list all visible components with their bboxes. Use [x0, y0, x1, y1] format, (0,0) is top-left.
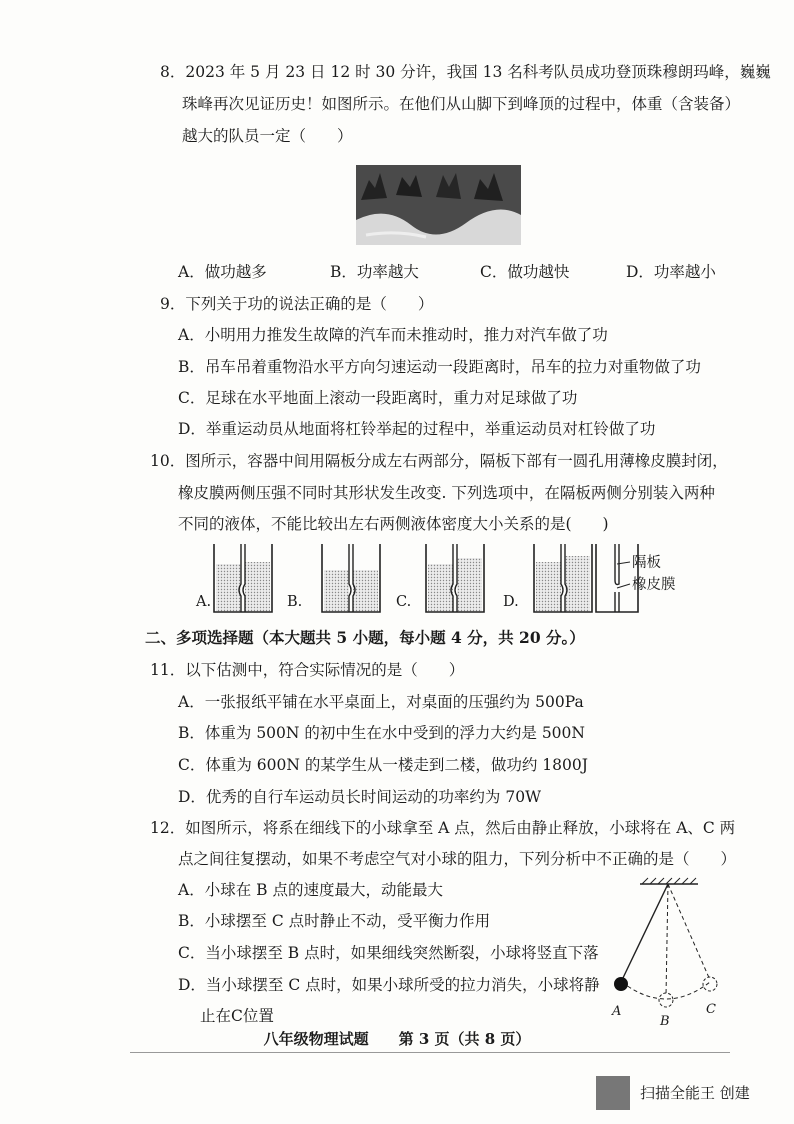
q9-option-c: C．足球在水平地面上滚动一段距离时，重力对足球做了功 [178, 389, 578, 407]
q9-option-d: D．举重运动员从地面将杠铃举起的过程中，举重运动员对杠铃做了功 [178, 420, 656, 438]
q12-line1: 12．如图所示，将系在细线下的小球拿至 A 点，然后由静止释放，小球将在 A、C 两 [150, 819, 736, 837]
pendulum-label-a: A [612, 1004, 622, 1019]
q10-line2: 橡皮膜两侧压强不同时其形状发生改变. 下列选项中，在隔板两侧分别装入两种 [178, 484, 715, 502]
footer-divider [130, 1052, 730, 1053]
page-footer: 八年级物理试题 第 3 页（共 8 页） [263, 1030, 531, 1048]
q9-option-b: B．吊车吊着重物沿水平方向匀速运动一段距离时，吊车的拉力对重物做了功 [178, 358, 701, 376]
q12-option-c: C．当小球摆至 B 点时，如果细线突然断裂，小球将竖直下落 [178, 944, 599, 962]
q8-option-a: A．做功越多 [178, 263, 267, 281]
section-2-heading: 二、多项选择题（本大题共 5 小题，每小题 4 分，共 20 分。） [145, 628, 585, 647]
q12-option-b: B．小球摆至 C 点时静止不动，受平衡力作用 [178, 912, 491, 930]
container-figures [190, 540, 670, 618]
q8-option-c: C．做功越快 [480, 263, 570, 281]
q12-option-d-cont: 止在C位置 [200, 1007, 274, 1025]
q10-fig-label-b: B. [287, 594, 303, 610]
q11-stem: 11．以下估测中，符合实际情况的是（ ） [150, 661, 465, 679]
q10-line1: 10．图所示，容器中间用隔板分成左右两部分，隔板下部有一圆孔用薄橡皮膜封闭， [150, 452, 728, 470]
container-c [426, 544, 484, 612]
q12-line2: 点之间往复摆动，如果不考虑空气对小球的阻力，下列分析中不正确的是（ ） [178, 850, 737, 868]
q12-option-d: D．当小球摆至 C 点时，如果小球所受的拉力消失，小球将静 [178, 976, 600, 994]
q11-option-b: B．体重为 500N 的初中生在水中受到的浮力大约是 500N [178, 724, 585, 742]
q9-stem: 9．下列关于功的说法正确的是（ ） [160, 295, 434, 313]
q8-option-b: B．功率越大 [330, 263, 419, 281]
qr-code-icon [596, 1076, 630, 1110]
q9-option-a: A．小明用力推发生故障的汽车而未推动时，推力对汽车做了功 [178, 326, 608, 344]
label-membrane: 橡皮膜 [632, 577, 676, 593]
q8-line1: 8．2023 年 5 月 23 日 12 时 30 分许，我国 13 名科考队员成功登顶珠穆朗玛峰，巍巍 [160, 63, 771, 81]
q10-fig-label-a: A. [196, 594, 212, 610]
climbers-photo [356, 165, 521, 245]
q10-fig-label-c: C. [396, 594, 412, 610]
q11-option-a: A．一张报纸平铺在水平桌面上，对桌面的压强约为 500Pa [178, 693, 584, 711]
container-b [322, 544, 380, 612]
q11-option-d: D．优秀的自行车运动员长时间运动的功率约为 70W [178, 788, 542, 806]
q10-line3: 不同的液体，不能比较出左右两侧液体密度大小关系的是( ) [178, 515, 609, 533]
pendulum-label-b: B [660, 1014, 670, 1029]
q8-option-d: D．功率越小 [626, 263, 716, 281]
scan-watermark: 扫描全能王 创建 [640, 1084, 750, 1102]
container-a [214, 544, 272, 612]
q8-line2: 珠峰再次见证历史！如图所示。在他们从山脚下到峰顶的过程中，体重（含装备） [182, 95, 741, 113]
pendulum-diagram [598, 876, 728, 1016]
q12-option-a: A．小球在 B 点的速度最大，动能最大 [178, 881, 443, 899]
q11-option-c: C．体重为 600N 的某学生从一楼走到二楼，做功约 1800J [178, 756, 588, 774]
q10-fig-label-d: D. [503, 594, 519, 610]
container-d [534, 544, 592, 612]
label-partition: 隔板 [632, 555, 661, 571]
pendulum-label-c: C [706, 1002, 716, 1017]
q8-line3: 越大的队员一定（ ） [182, 127, 353, 145]
